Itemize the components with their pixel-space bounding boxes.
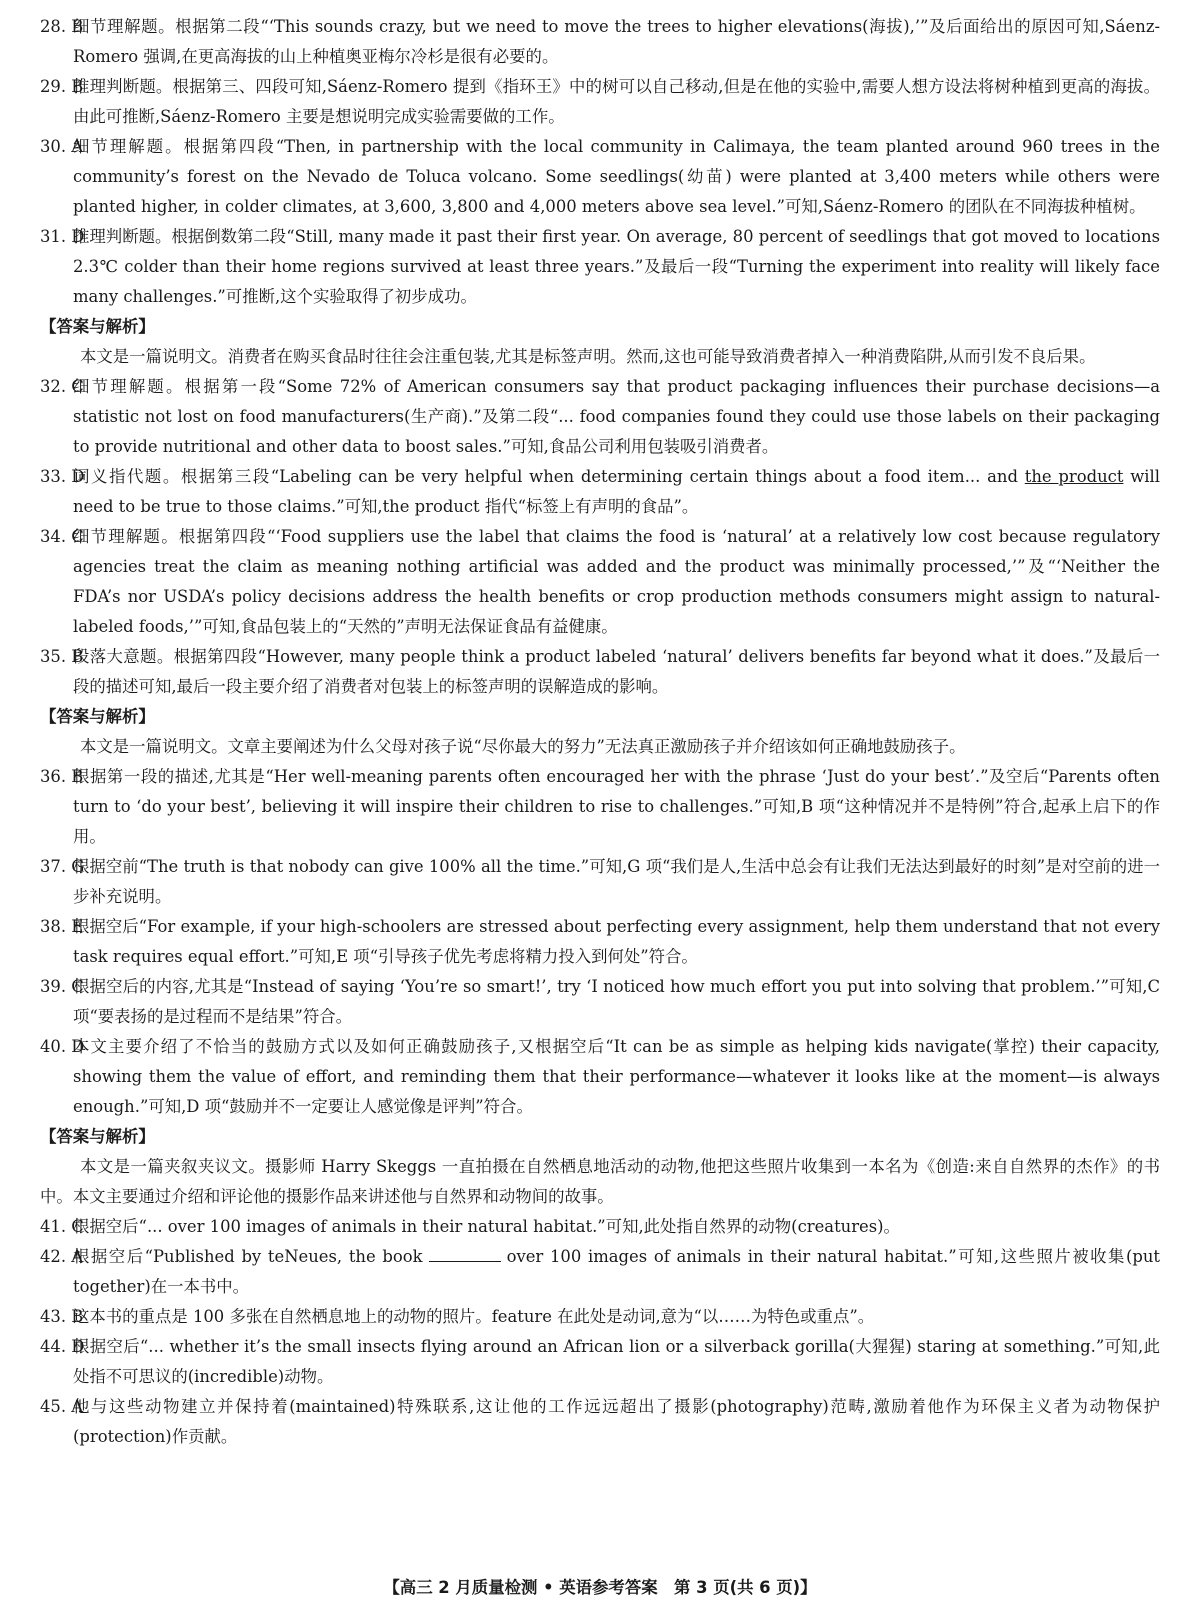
answer-explanation: 根据第一段的描述,尤其是“Her well-meaning parents often encouraged her with the phrase ‘Just do your best’.”及空后“Parents often turn to ‘do your best’, believing it will inspire their children to rise to challenges.”可知,B 项“这种情况并不是特例”符合,起承上启下的作用。	[73, 767, 1160, 846]
answer-explanation: 根据空前“The truth is that nobody can give 100% all the time.”可知,G 项“我们是人,生活中总会有让我们无法达到最好的时刻”是对空前的进一步补充说明。	[73, 857, 1160, 906]
section-intro: 本文是一篇夹叙夹议文。摄影师 Harry Skeggs 一直拍摄在自然栖息地活动的动物,他把这些照片收集到一本名为《创造:来自自然界的杰作》的书中。本文主要通过介绍和评论他的摄影作品来讲述他与自然界和动物间的故事。	[40, 1157, 1160, 1206]
answer-item-33	[40, 462, 1160, 522]
answer-explanation: 细节理解题。根据第四段“Then, in partnership with the local community in Calimaya, the team planted around 960 trees in the community’s forest on the Nevado de Toluca volcano. Some seedlings(幼苗) were planted at 3,400 meters while others were planted higher, in colder climates, at 3,600, 3,800 and 4,000 meters above sea level.”可知,Sáenz-Romero 的团队在不同海拔种植树。	[73, 137, 1160, 216]
answer-explanation: 他与这些动物建立并保持着(maintained)特殊联系,这让他的工作远远超出了摄影(photography)范畴,激励着他作为环保主义者为动物保护(protection)作贡献。	[73, 1397, 1160, 1446]
answer-item-41	[40, 1212, 1160, 1242]
answer-number: 35. B	[40, 647, 84, 666]
answer-explanation: 细节理解题。根据第二段“‘This sounds crazy, but we need to move the trees to higher elevations(海拔),’”及后面给出的原因可知,Sáenz-Romero 强调,在更高海拔的山上种植奥亚梅尔冷杉是很有必要的。	[73, 17, 1160, 66]
answer-explanation: 细节理解题。根据第一段“Some 72% of American consumers say that product packaging influences their purchase decisions—a statistic not lost on food manufacturers(生产商).”及第二段“... food companies found they could use those labels on their packaging to provide nutritional and other data to boost sales.”可知,食品公司利用包装吸引消费者。	[73, 377, 1160, 456]
answer-number: 45. A	[40, 1397, 84, 1416]
answer-item-37	[40, 852, 1160, 912]
answer-explanation: 根据空后“... whether it’s the small insects flying around an African lion or a silverback gorilla(大猩猩) staring at something.”可知,此处指不可思议的(incredible)动物。	[73, 1337, 1160, 1386]
answer-explanation: 根据空后“For example, if your high-schoolers are stressed about perfecting every assignment, help them understand that not every task requires equal effort.”可知,E 项“引导孩子优先考虑将精力投入到何处”符合。	[73, 917, 1160, 966]
section-header: 【答案与解析】	[40, 317, 155, 336]
answer-number: 38. E	[40, 917, 84, 936]
answer-item-29	[40, 72, 1160, 132]
answer-item-38	[40, 912, 1160, 972]
answer-item-36	[40, 762, 1160, 852]
answer-number: 41. C	[40, 1217, 84, 1236]
answer-explanation: 这本书的重点是 100 多张在自然栖息地上的动物的照片。feature 在此处是动词,意为“以……为特色或重点”。	[73, 1307, 875, 1326]
answer-explanation: 推理判断题。根据第三、四段可知,Sáenz-Romero 提到《指环王》中的树可以自己移动,但是在他的实验中,需要人想方设法将树种植到更高的海拔。由此可推断,Sáenz-Romero 主要是想说明完成实验需要做的工作。	[73, 77, 1160, 126]
answer-explanation-part: 根据空后“Published by teNeues, the book	[73, 1247, 423, 1266]
section-intro: 本文是一篇说明文。消费者在购买食品时往往会注重包装,尤其是标签声明。然而,这也可能导致消费者掉入一种消费陷阱,从而引发不良后果。	[80, 347, 1096, 366]
section-header: 【答案与解析】	[40, 707, 155, 726]
answer-explanation-part: will need to be true to those claims.”可知,the product 指代“标签上有声明的食品”。	[73, 467, 1160, 516]
answer-item-32	[40, 372, 1160, 462]
answer-number: 36. B	[40, 767, 84, 786]
answer-item-35	[40, 642, 1160, 702]
answer-item-30	[40, 132, 1160, 222]
fill-in-blank	[429, 1245, 501, 1262]
answer-item-45	[40, 1392, 1160, 1452]
answer-explanation-part: 词义指代题。根据第三段“Labeling can be very helpful when determining certain things about a food item... and	[73, 467, 1025, 486]
answer-item-34	[40, 522, 1160, 642]
answer-key-page	[40, 12, 1160, 1452]
answer-item-39	[40, 972, 1160, 1032]
answer-number: 28. B	[40, 17, 84, 36]
answer-item-28	[40, 12, 1160, 72]
answer-number: 40. D	[40, 1037, 85, 1056]
answer-number: 31. D	[40, 227, 85, 246]
answer-explanation: 段落大意题。根据第四段“However, many people think a product labeled ‘natural’ delivers benefits far beyond what it does.”及最后一段的描述可知,最后一段主要介绍了消费者对包装上的标签声明的误解造成的影响。	[73, 647, 1160, 696]
answer-item-40	[40, 1032, 1160, 1122]
answer-number: 34. C	[40, 527, 84, 546]
answer-explanation-part: over 100 images of animals in their natural habitat.”可知,这些照片被收集(put together)在一本书中。	[73, 1247, 1160, 1296]
answer-number: 30. A	[40, 137, 84, 156]
section-intro: 本文是一篇说明文。文章主要阐述为什么父母对孩子说“尽你最大的努力”无法真正激励孩子并介绍该如何正确地鼓励孩子。	[80, 737, 966, 756]
answer-explanation: 细节理解题。根据第四段“‘Food suppliers use the label that claims the food is ‘natural’ at a relatively low cost because regulatory agencies treat the claim as meaning nothing artificial was added and the product was minimally processed,’”及“‘Neither the FDA’s nor USDA’s policy decisions address the health benefits or crop production methods consumers might assign to natural-labeled foods,’”可知,食品包装上的“天然的”声明无法保证食品有益健康。	[73, 527, 1160, 636]
answer-number: 33. D	[40, 467, 85, 486]
answer-item-42	[40, 1242, 1160, 1302]
answer-number: 32. C	[40, 377, 84, 396]
answer-number: 39. C	[40, 977, 84, 996]
answer-explanation: 本文主要介绍了不恰当的鼓励方式以及如何正确鼓励孩子,又根据空后“It can be as simple as helping kids navigate(掌控) their capacity, showing them the value of effort, and reminding them that their performance—whatever it looks like at the moment—is always enough.”可知,D 项“鼓励并不一定要让人感觉像是评判”符合。	[73, 1037, 1160, 1116]
answer-item-43	[40, 1302, 1160, 1332]
answer-number: 44. D	[40, 1337, 85, 1356]
answer-explanation: 推理判断题。根据倒数第二段“Still, many made it past their first year. On average, 80 percent of seedlings that got moved to locations 2.3℃ colder than their home regions survived at least three years.”及最后一段“Turning the experiment into reality will likely face many challenges.”可推断,这个实验取得了初步成功。	[73, 227, 1160, 306]
answer-number: 42. A	[40, 1247, 84, 1266]
answer-number: 29. B	[40, 77, 84, 96]
section-header: 【答案与解析】	[40, 1127, 155, 1146]
answer-explanation: 根据空后的内容,尤其是“Instead of saying ‘You’re so smart!’, try ‘I noticed how much effort you put into solving that problem.’”可知,C 项“要表扬的是过程而不是结果”符合。	[73, 977, 1160, 1026]
answer-item-44	[40, 1332, 1160, 1392]
answer-item-31	[40, 222, 1160, 312]
underlined-phrase: the product	[1024, 467, 1124, 486]
answer-number: 43. B	[40, 1307, 84, 1326]
answer-number: 37. G	[40, 857, 85, 876]
page-footer: 【高三 2 月质量检测 • 英语参考答案 第 3 页(共 6 页)】	[383, 1578, 817, 1597]
answer-explanation: 根据空后“... over 100 images of animals in their natural habitat.”可知,此处指自然界的动物(creatures)。	[73, 1217, 900, 1236]
